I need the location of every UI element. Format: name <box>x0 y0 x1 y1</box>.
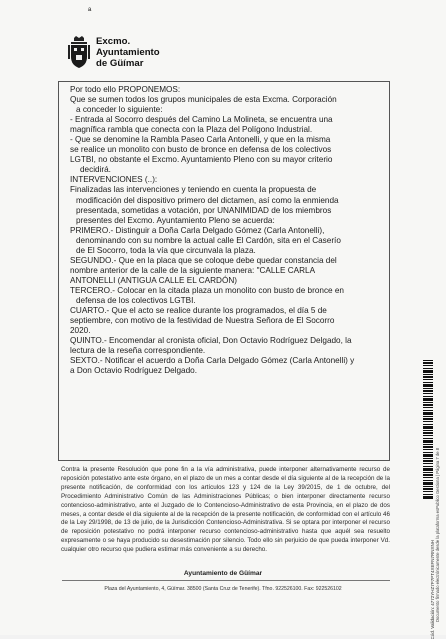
body-line: TERCERO.- Colocar en la citada plaza un monolito con busto de bronce en <box>70 285 344 295</box>
body-line: SEGUNDO.- Que en la placa que se coloque debe quedar constancia del <box>70 255 337 265</box>
body-line: denominando con su nombre la actual calle El Cardón, sita en el Caserío <box>76 235 341 245</box>
body-line: presentada, sometidas a votación, por UNANIMIDAD de los miembros <box>76 205 332 215</box>
body-line: - Entrada al Socorro después del Camino La Molineta, se encuentra una <box>70 115 333 125</box>
body-line: Finalizadas las intervenciones y teniendo en cuenta la propuesta de <box>70 185 317 195</box>
electronic-signature-text: Documento firmado electrónicamente desde la plataforma esPublico Gestiona | Página 7 de 8 <box>435 447 440 622</box>
body-line: a Don Octavio Rodríguez Delgado. <box>70 366 197 376</box>
body-line: ANTONELLI (ANTIGUA CALLE EL CARDÓN) <box>70 275 237 285</box>
body-line: Que se sumen todos los grupos municipales de esta Excma. Corporación <box>70 95 337 105</box>
footer-divider <box>62 580 390 581</box>
organization-name <box>96 36 160 69</box>
body-line: se realice un monolito con busto de bronce en defensa de los colectivos <box>70 145 332 155</box>
footer-address: Plaza del Ayuntamiento, 4, Güímar. 38500 (Santa Cruz de Tenerife). Tfno. 922526100. Fax: 922526102 <box>104 586 342 592</box>
body-line: 2020. <box>70 326 91 336</box>
body-line: magnífica rambla que conecta con la Plaza del Polígono Industrial. <box>70 125 313 135</box>
barcode-icon <box>423 360 433 500</box>
body-line: presentes del Excmo. Ayuntamiento Pleno se acuerda: <box>76 215 275 225</box>
handwritten-mark: ª <box>88 6 92 16</box>
body-line: nombre anterior de la calle de la siguiente manera: "CALLE CARLA <box>70 265 316 275</box>
body-line: QUINTO.- Encomendar al cronista oficial, Don Octavio Rodríguez Delgado, la <box>70 336 352 346</box>
legal-notice: Contra la presente Resolución que pone fin a la vía administrativa, puede interponer alternativamente recurso de reposición potestativo ante este órgano, en el plazo de un mes a contar desde el día siguiente al de la recepción de la presente notificación, de conformidad con los artículos 123 y 124 de la Ley 39/2015, de 1 de octubre, del Procedimiento Administrativo Común de las Administraciones Públicas; o bien interponer directamente recurso contencioso-administrativo, ante el Juzgado de lo Contencioso-Administrativo de esta Provincia, en el plazo de dos meses, a contar desde el día siguiente al de la recepción de la presente notificación, de conformidad con el artículo 46 de la Ley 29/1998, de 13 de julio, de la Jurisdicción Contencioso-Administrativa. Si se optara por interponer el recurso de reposición potestativo no podrá interponer recurso contencioso-administrativo hasta que aquél sea resuelto expresamente o se haya producido su desestimación por silencio. Todo ello sin perjuicio de que pueda interponer Vd. cualquier otro recurso que pudiera estimar más conveniente a su derecho. <box>61 466 390 554</box>
footer-organization: Ayuntamiento de Güímar <box>183 570 263 577</box>
resolution-body <box>70 85 388 376</box>
body-line: septiembre, con motivo de la festividad de Nuestra Señora de El Socorro <box>70 316 335 326</box>
validation-strip <box>418 360 442 639</box>
letterhead <box>68 36 160 69</box>
body-line: - Que se denomine la Rambla Paseo Carla Antonelli, y que en la misma <box>70 135 331 145</box>
body-line: lectura de la reseña correspondiente. <box>70 346 206 356</box>
body-line: LGTBI, no obstante el Excmo. Ayuntamiento Pleno con su mayor criterio <box>70 155 333 165</box>
body-line: modificación del dispositivo primero del dictamen, así como la enmienda <box>76 195 339 205</box>
org-line-2: Ayuntamiento <box>96 47 160 58</box>
body-line: PRIMERO.- Distinguir a Doña Carla Delgado Gómez (Carla Antonelli), <box>70 225 325 235</box>
body-line: a conceder lo siguiente: <box>76 105 163 115</box>
body-line: Por todo ello PROPONEMOS: <box>70 85 181 94</box>
body-line: CUARTO.- Que el acto se realice durante los programados, el día 5 de <box>70 306 327 316</box>
body-line: INTERVENCIONES (..): <box>70 175 158 185</box>
body-line: SEXTO.- Notificar el acuerdo a Doña Carla Delgado Gómez (Carla Antonelli) y <box>70 356 355 366</box>
body-line: defensa de los colectivos LGTBI. <box>76 295 196 305</box>
body-line: de El Socorro, toda la vía que circunvala la plaza. <box>76 245 256 255</box>
org-line-1: Excmo. <box>96 36 131 47</box>
org-line-3: de Güímar <box>96 58 144 69</box>
validation-code: Cód. Validación: 4772YHZ7P7PT4XEFN7RNXNH <box>430 540 435 639</box>
coat-of-arms-icon <box>68 36 90 69</box>
body-line: decidirá. <box>80 165 111 175</box>
